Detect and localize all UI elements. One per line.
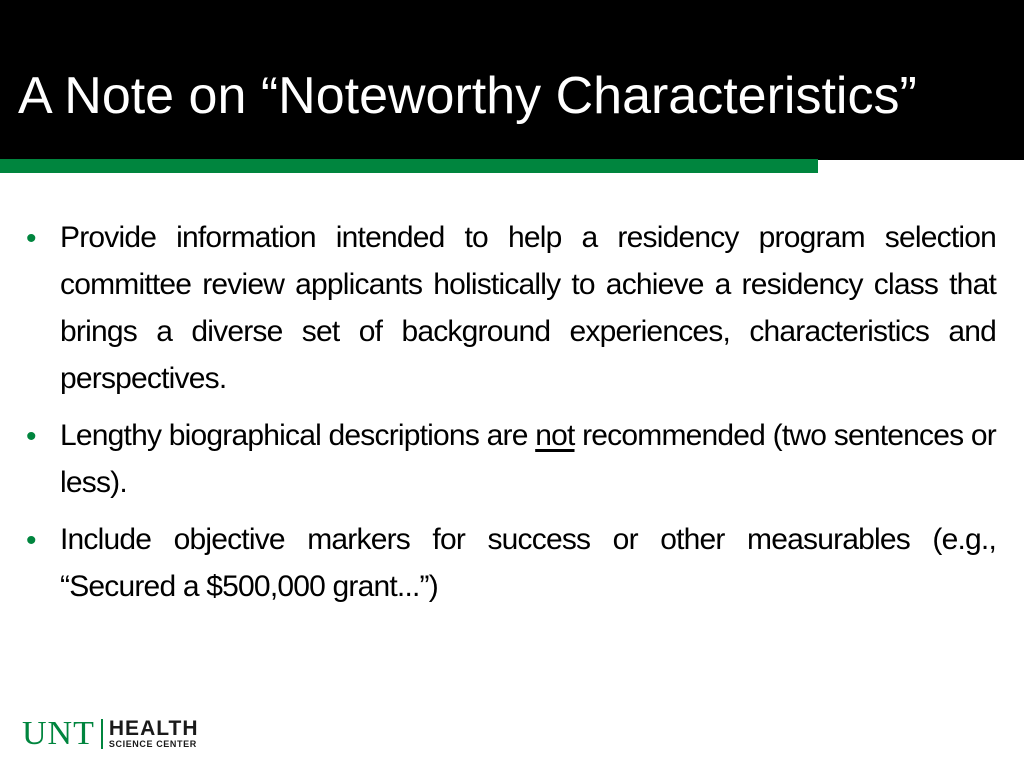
unt-health-science-center-logo bbox=[22, 716, 199, 752]
bullet-item-provide-information bbox=[22, 214, 996, 402]
bullet-item-lengthy-descriptions bbox=[22, 412, 996, 506]
logo-science-center: SCIENCE CENTER bbox=[108, 739, 197, 749]
logo-unt-wordmark: UNT bbox=[22, 715, 95, 752]
title-bar bbox=[0, 0, 1024, 160]
logo-text bbox=[109, 719, 199, 749]
bullet-text bbox=[60, 412, 996, 506]
underlined-emphasis: not bbox=[535, 419, 575, 452]
logo-divider bbox=[101, 719, 103, 749]
bullet-icon: • bbox=[26, 524, 37, 557]
bullet-text-after: recommended (two sentences or less). bbox=[60, 419, 996, 499]
slide-title: A Note on “Noteworthy Characteristics” bbox=[18, 67, 917, 125]
accent-bar bbox=[0, 159, 818, 173]
bullet-text: Include objective markers for success or other measurables (e.g., “Secured a $500,000 grant...”) bbox=[60, 523, 996, 603]
bullet-text-before: Lengthy biographical descriptions are bbox=[60, 419, 536, 452]
bullet-text: Provide information intended to help a residency program selection committee review applicants holistically to achieve a residency class that brings a diverse set of background experiences, characteristics and perspectives. bbox=[60, 221, 996, 395]
logo-health: HEALTH bbox=[108, 717, 199, 740]
bullet-icon: • bbox=[26, 222, 37, 255]
bullet-item-objective-markers bbox=[22, 516, 996, 610]
bullet-icon: • bbox=[26, 420, 37, 453]
bullet-list bbox=[22, 214, 996, 620]
